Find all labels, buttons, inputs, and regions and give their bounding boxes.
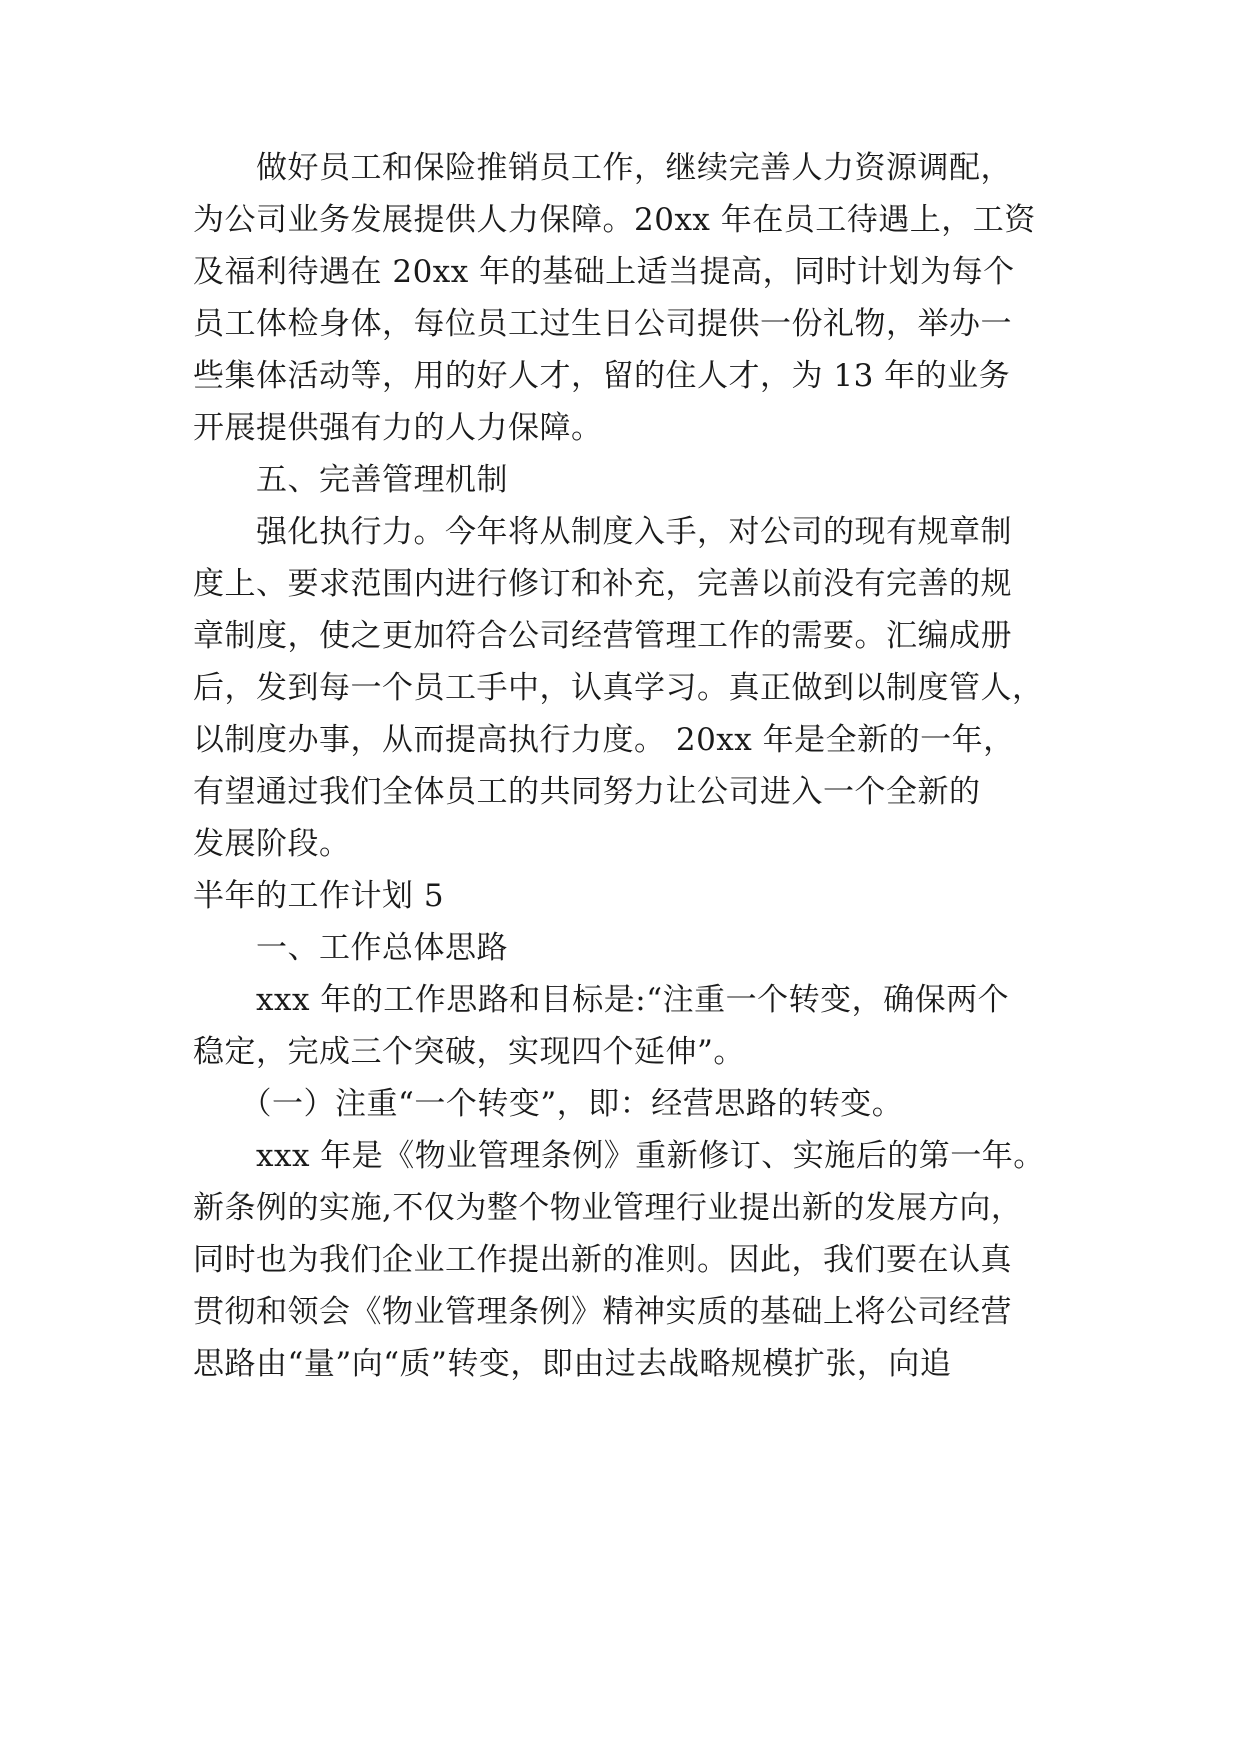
text-line: 贯彻和领会《物业管理条例》精神实质的基础上将公司经营 (193, 1294, 1012, 1330)
text-line: 度上、要求范围内进行修订和补充，完善以前没有完善的规 (193, 566, 1012, 602)
text-line: 强化执行力。今年将从制度入手，对公司的现有规章制 (193, 514, 1012, 550)
text-line: 做好员工和保险推销员工作，继续完善人力资源调配， (193, 150, 1012, 186)
text-line: xxx 年的工作思路和目标是:“注重一个转变，确保两个 (193, 982, 1010, 1018)
text-line: 后，发到每一个员工手中，认真学习。真正做到以制度管人， (193, 670, 1044, 706)
text-line: 思路由“量”向“质”转变，即由过去战略规模扩张，向追 (193, 1346, 952, 1382)
subsection-heading: （一）注重“一个转变”，即：经营思路的转变。 (193, 1086, 904, 1122)
text-line: 有望通过我们全体员工的共同努力让公司进入一个全新的 (193, 774, 981, 810)
text-line: 员工体检身体，每位员工过生日公司提供一份礼物，举办一 (193, 306, 1012, 342)
text-line: 稳定，完成三个突破，实现四个延伸”。 (193, 1034, 745, 1070)
section-heading: 一、工作总体思路 (193, 930, 508, 966)
text-line: 及福利待遇在 20xx 年的基础上适当提高，同时计划为每个 (193, 254, 1015, 290)
text-line: 些集体活动等，用的好人才，留的住人才，为 13 年的业务 (193, 358, 1011, 394)
text-line: 为公司业务发展提供人力保障。20xx 年在员工待遇上，工资 (193, 202, 1036, 238)
text-line: 同时也为我们企业工作提出新的准则。因此，我们要在认真 (193, 1242, 1012, 1278)
document-title: 半年的工作计划 5 (193, 878, 445, 914)
section-heading: 五、完善管理机制 (193, 462, 508, 498)
text-line: xxx 年是《物业管理条例》重新修订、实施后的第一年。 (193, 1138, 1045, 1174)
text-line: 以制度办事，从而提高执行力度。 20xx 年是全新的一年， (193, 722, 1015, 758)
text-line: 开展提供强有力的人力保障。 (193, 410, 603, 446)
text-line: 发展阶段。 (193, 826, 351, 862)
text-line: 章制度，使之更加符合公司经营管理工作的需要。汇编成册 (193, 618, 1012, 654)
text-line: 新条例的实施,不仅为整个物业管理行业提出新的发展方向， (193, 1190, 1023, 1226)
